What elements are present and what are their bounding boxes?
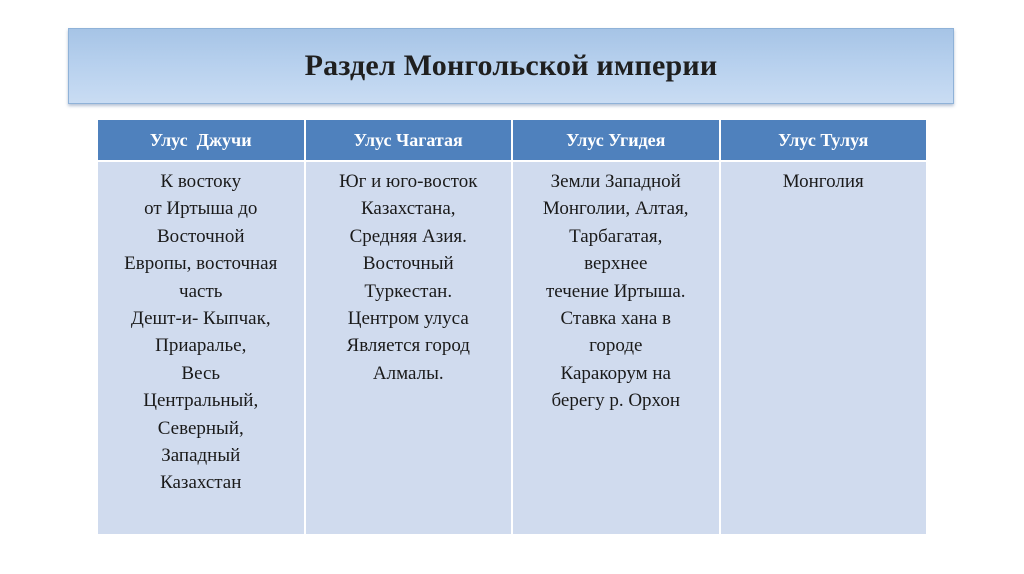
cell-text-line: Тарбагатая, <box>569 225 663 247</box>
header-ulus-chagatai: Улус Чагатая <box>305 120 513 161</box>
table-header-row <box>97 120 927 161</box>
cell-ulus-ugedei <box>512 161 720 534</box>
cell-text-line: от Иртыша до <box>144 198 258 220</box>
cell-text-line: верхнее <box>584 253 648 275</box>
cell-text-line: Юг и юго-восток <box>339 171 478 192</box>
cell-text-line: Земли Западной <box>550 171 681 192</box>
cell-text-line: Весь <box>181 362 221 384</box>
cell-text-line: Казахстана, <box>361 198 456 220</box>
cell-text-line: Монголии, Алтая, <box>542 198 689 220</box>
cell-text-line: Восточный <box>362 253 454 275</box>
cell-ulus-chagatai <box>305 161 513 534</box>
cell-ulus-tolui <box>720 161 928 534</box>
cell-text-line: Средняя Азия. <box>349 225 467 247</box>
table-row <box>97 161 927 534</box>
title-banner <box>68 28 954 104</box>
cell-text-line: Приаралье, <box>155 335 247 357</box>
cell-text-line: Каракорум на <box>560 362 671 384</box>
cell-text-line: Западный <box>161 445 241 467</box>
ulus-table <box>96 120 928 534</box>
header-ulus-tolui: Улус Тулуя <box>720 120 928 161</box>
cell-text-line: Восточной <box>156 225 245 247</box>
cell-text-line: берегу р. Орхон <box>551 390 680 412</box>
cell-text-line: Ставка хана в <box>560 308 671 330</box>
cell-text-line: К востоку <box>160 171 242 192</box>
cell-text-line: Казахстан <box>160 472 242 494</box>
cell-text-line: городе <box>589 335 643 357</box>
cell-text-line: Центром улуса <box>347 308 469 330</box>
cell-text-line: Европы, восточная <box>124 253 278 275</box>
header-ulus-ugedei: Улус Угидея <box>512 120 720 161</box>
cell-text-line: Дешт-и- Кыпчак, <box>130 308 271 330</box>
cell-text-line: часть <box>179 280 223 302</box>
header-ulus-jochi: Улус Джучи <box>97 120 305 161</box>
cell-ulus-jochi <box>97 161 305 534</box>
cell-text-line: Монголия <box>782 171 864 192</box>
cell-text-line: течение Иртыша. <box>545 280 686 302</box>
cell-text-line: Центральный, <box>143 390 259 412</box>
slide-title: Раздел Монгольской империи <box>304 49 718 82</box>
cell-text-line: Алмалы. <box>372 362 444 384</box>
cell-text-line: Северный, <box>157 417 244 439</box>
cell-text-line: Является город <box>346 335 470 357</box>
cell-text-line: Туркестан. <box>364 280 453 302</box>
